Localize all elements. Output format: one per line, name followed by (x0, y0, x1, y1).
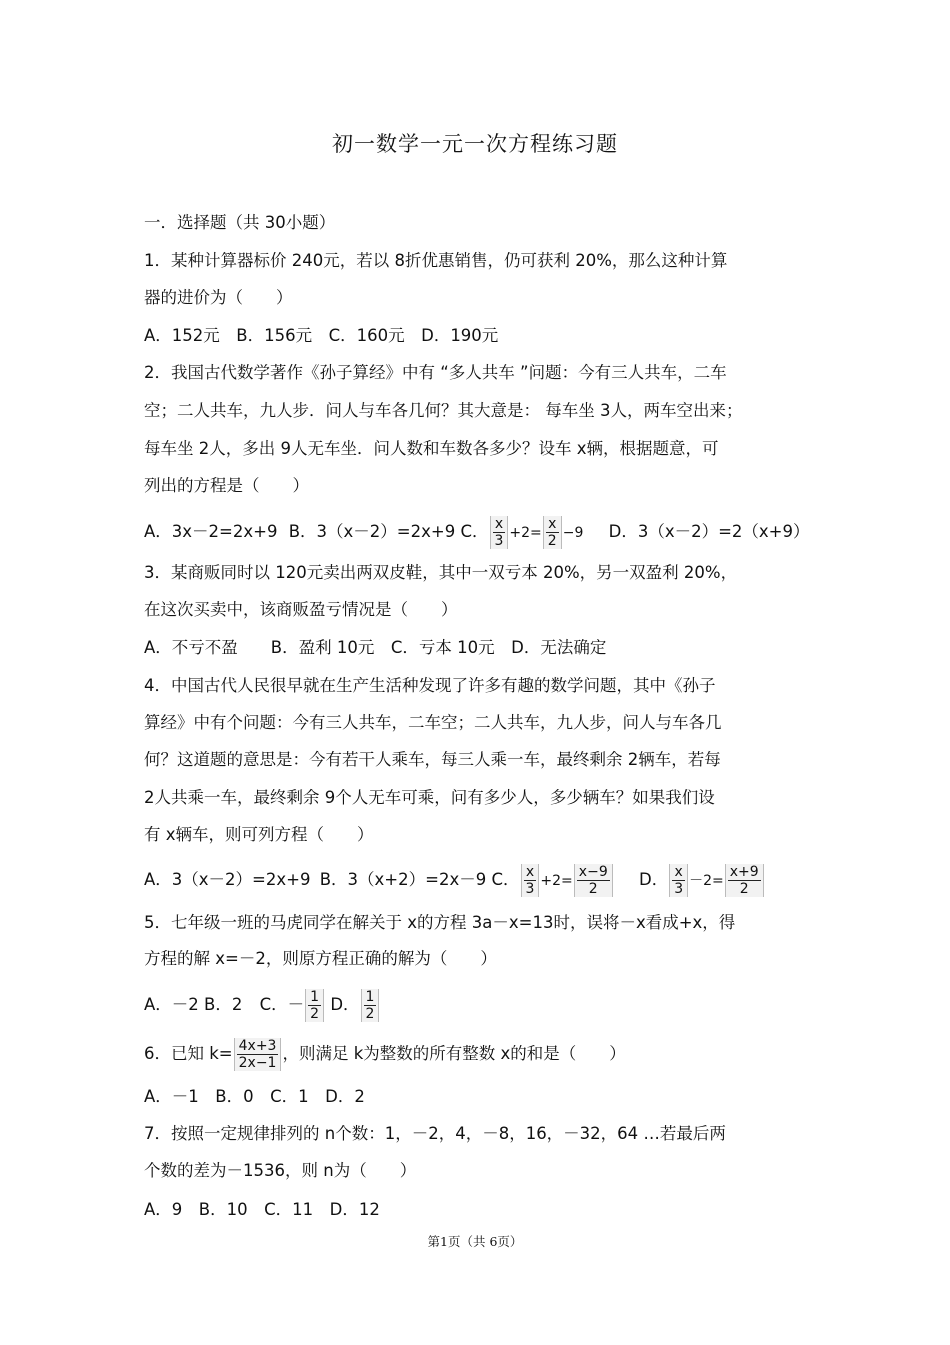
q5-option-c-fraction (305, 989, 324, 1022)
page-footer: 第1页（共 6页） (427, 1234, 523, 1249)
q4-option-a: A．3（x－2）=2x+9 (144, 870, 311, 889)
fraction-denominator: 2x−1 (238, 1055, 277, 1071)
q4-option-c-mid: +2= (540, 873, 573, 889)
q4-options (144, 864, 765, 897)
q3-line-2: 在这次买卖中，该商贩盈亏情况是（ ） (144, 600, 458, 619)
q3-line-1: 3．某商贩同时以 120元卖出两双皮鞋，其中一双亏本 20%，另一双盈利 20%， (144, 563, 738, 582)
q4-option-d-label: D． (638, 870, 669, 889)
fraction-numerator: 4x+3 (238, 1038, 277, 1054)
fraction-numerator: 1 (365, 989, 375, 1005)
q7-line-1: 7．按照一定规律排列的 n个数：1，－2，4，－8，16，－32，64 …若最后两 (144, 1124, 726, 1143)
q7-line-2: 个数的差为－1536，则 n为（ ） (144, 1161, 417, 1180)
q6-suffix: ，则满足 k为整数的所有整数 x的和是（ ） (282, 1044, 626, 1063)
fraction-denominator: 2 (547, 533, 557, 549)
q4-option-c-label: C． (491, 870, 520, 889)
q5-option-d-fraction (361, 989, 380, 1022)
q2-option-c-fraction-1 (490, 516, 509, 549)
q5-options (144, 989, 380, 1022)
q2-option-c-fraction-2 (543, 516, 562, 549)
q5-option-a: A．－2 (144, 995, 199, 1014)
q4-line-1: 4．中国古代人民很早就在生产生活种发现了许多有趣的数学问题，其中《孙子 (144, 676, 716, 695)
q2-option-c-tail: −9 (562, 525, 584, 541)
q6-prefix: 6．已知 k= (144, 1044, 233, 1063)
q2-line-2: 空；二人共车，九人步．问人与车各几何？其大意是： 每车坐 3人，两车空出来； (144, 401, 743, 420)
fraction-denominator: 2 (365, 1006, 375, 1022)
q5-line-1: 5．七年级一班的马虎同学在解关于 x的方程 3a－x=13时，误将－x看成+x，得 (144, 913, 736, 932)
q2-option-a: A．3x－2=2x+9 (144, 522, 278, 541)
q4-option-d-fraction-1 (669, 864, 688, 897)
fraction-numerator: x (493, 516, 506, 533)
q2-option-b: B．3（x－2）=2x+9 (288, 522, 456, 541)
fraction-denominator: 3 (525, 881, 535, 897)
q1-options: A．152元 B．156元 C．160元 D．190元 (144, 326, 499, 345)
q5-option-d-label: D． (330, 995, 360, 1014)
q4-option-d-mid: －2= (689, 873, 724, 889)
fraction-denominator: 3 (494, 533, 504, 549)
q2-line-1: 2．我国古代数学著作《孙子算经》中有 “多人共车 ”问题：今有三人共车，二车 (144, 363, 727, 382)
q6-line-1 (144, 1038, 626, 1071)
q6-options: A．－1 B．0 C．1 D．2 (144, 1087, 365, 1106)
q4-option-b: B．3（x+2）=2x－9 (319, 870, 487, 889)
q2-line-3: 每车坐 2人，多出 9人无车坐．问人数和车数各多少？设车 x辆，根据题意，可 (144, 439, 719, 458)
q2-option-c-mid: +2= (509, 525, 542, 541)
q2-option-d: D．3（x－2）=2（x+9） (608, 522, 810, 541)
q1-line-1: 1．某种计算器标价 240元，若以 8折优惠销售，仍可获利 20%，那么这种计算 (144, 251, 728, 270)
q4-line-3: 何？这道题的意思是：今有若干人乘车，每三人乘一车，最终剩余 2辆车，若每 (144, 750, 721, 769)
q7-options: A．9 B．10 C．11 D．12 (144, 1200, 380, 1219)
q2-options (144, 516, 810, 549)
q1-line-2: 器的进价为（ ） (144, 288, 293, 307)
q4-line-5: 有 x辆车，则可列方程（ ） (144, 825, 374, 844)
q4-option-c-fraction-1 (521, 864, 540, 897)
fraction-numerator: x (524, 864, 537, 881)
fraction-denominator: 2 (310, 1006, 320, 1022)
page-title: 初一数学一元一次方程练习题 (332, 132, 618, 156)
q5-option-c-label: C．－ (259, 995, 305, 1014)
fraction-denominator: 2 (739, 881, 749, 897)
q4-option-c-fraction-2 (574, 864, 613, 897)
q4-line-2: 算经》中有个问题：今有三人共车，二车空；二人共车，九人步，问人与车各几 (144, 713, 722, 732)
section-heading: 一．选择题（共 30小题） (144, 213, 336, 232)
fraction-numerator: x+9 (729, 864, 759, 880)
q5-line-2: 方程的解 x=－2，则原方程正确的解为（ ） (144, 949, 497, 968)
fraction-denominator: 2 (588, 881, 598, 897)
fraction-numerator: x (672, 864, 685, 881)
q3-options: A．不亏不盈 B．盈利 10元 C．亏本 10元 D．无法确定 (144, 638, 607, 657)
q4-option-d-fraction-2 (725, 864, 764, 897)
fraction-denominator: 3 (674, 881, 684, 897)
fraction-numerator: x−9 (578, 864, 608, 880)
fraction-numerator: 1 (310, 989, 320, 1005)
q6-fraction (234, 1038, 282, 1071)
q2-option-c-label: C． (460, 522, 489, 541)
q5-option-b: B．2 (204, 995, 243, 1014)
q4-line-4: 2人共乘一车，最终剩余 9个人无车可乘，问有多少人，多少辆车？如果我们设 (144, 788, 715, 807)
q2-line-4: 列出的方程是（ ） (144, 476, 309, 495)
fraction-numerator: x (546, 516, 559, 533)
